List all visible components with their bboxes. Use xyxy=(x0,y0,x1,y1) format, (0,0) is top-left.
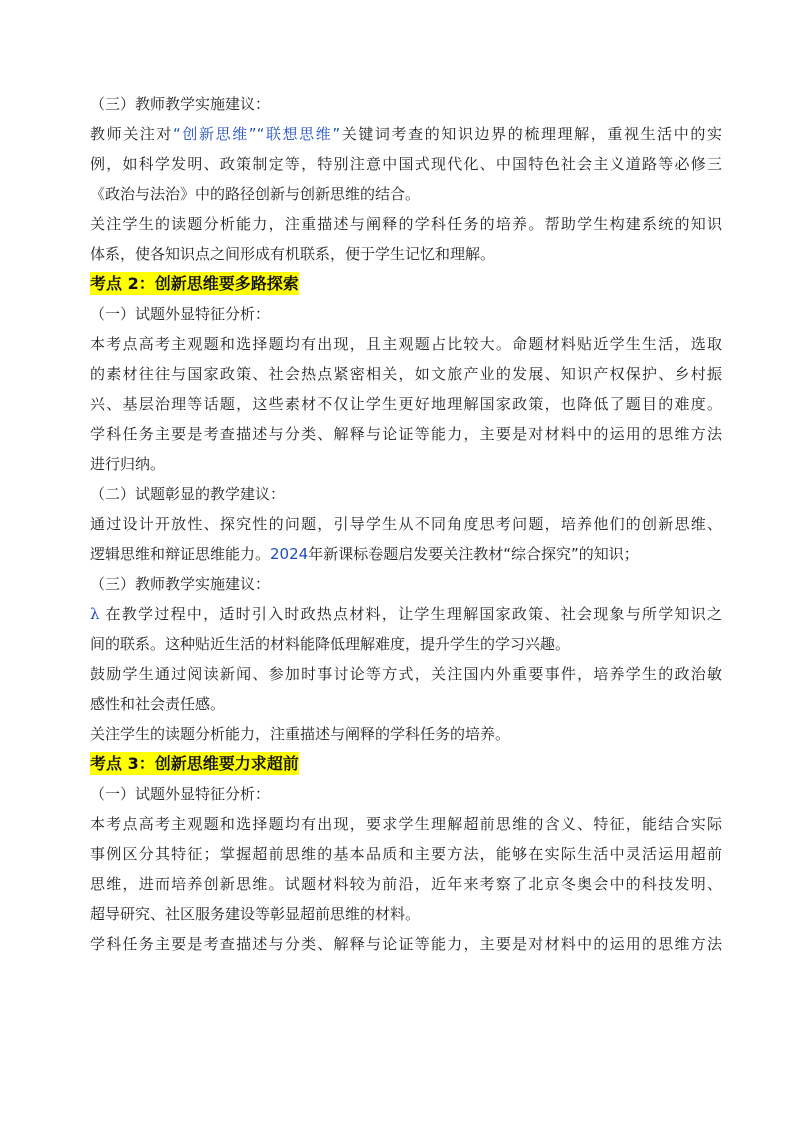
paragraph-line: 体系，使各知识点之间形成有机联系，便于学生记忆和理解。 xyxy=(90,245,496,263)
bullet-icon: λ xyxy=(90,605,100,623)
paragraph-line: 本考点高考主观题和选择题均有出现，要求学生理解超前思维的含义、特征，能结合实际 xyxy=(90,815,722,833)
paragraph-line: 的素材往往与国家政策、社会热点紧密相关，如文旅产业的发展、知识产权保护、乡村振 xyxy=(90,365,722,383)
subheading-teaching-implementation: （三）教师教学实施建议： xyxy=(90,95,271,113)
paragraph-line: 关注学生的读题分析能力，注重描述与阐释的学科任务的培养。 xyxy=(90,725,511,743)
paragraph-line: 教师关注对“创新思维”“联想思维”关键词考查的知识边界的梳理理解，重视生活中的实 xyxy=(90,125,722,143)
paragraph-line: 间的联系。这种贴近生活的材料能降低理解难度，提升学生的学习兴趣。 xyxy=(90,635,571,653)
paragraph-line: 例，如科学发明、政策制定等，特别注意中国式现代化、中国特色社会主义道路等必修三 xyxy=(90,155,722,173)
paragraph-line: 本考点高考主观题和选择题均有出现，且主观题占比较大。命题材料贴近学生生活，选取 xyxy=(90,335,722,353)
paragraph-line: λ 在教学过程中，适时引入时政热点材料，让学生理解国家政策、社会现象与所学知识之 xyxy=(90,605,722,623)
subheading-feature-analysis: （一）试题外显特征分析： xyxy=(90,305,271,323)
paragraph-line: 学科任务主要是考查描述与分类、解释与论证等能力，主要是对材料中的运用的思维方法 xyxy=(90,425,722,443)
document-page xyxy=(90,89,722,959)
year-highlight: 2024 xyxy=(270,545,309,563)
paragraph-line: 逻辑思维和辩证思维能力。2024年新课标卷题启发要关注教材“综合探究”的知识； xyxy=(90,545,639,563)
subheading-feature-analysis: （一）试题外显特征分析： xyxy=(90,785,271,803)
section-heading-3: 考点 3：创新思维要力求超前 xyxy=(90,754,299,773)
paragraph-line: 超导研究、社区服务建设等彰显超前思维的材料。 xyxy=(90,905,421,923)
paragraph-line: 进行归纳。 xyxy=(90,455,166,473)
subheading-teaching-implementation: （三）教师教学实施建议： xyxy=(90,575,271,593)
paragraph-line: 思维，进而培养创新思维。试题材料较为前沿，近年来考察了北京冬奥会中的科技发明、 xyxy=(90,875,722,893)
section-heading-2: 考点 2：创新思维要多路探索 xyxy=(90,274,299,293)
paragraph-line: 兴、基层治理等话题，这些素材不仅让学生更好地理解国家政策，也降低了题目的难度。 xyxy=(90,395,722,413)
subheading-teaching-suggestions: （二）试题彰显的教学建议： xyxy=(90,485,286,503)
paragraph-line: 鼓励学生通过阅读新闻、参加时事讨论等方式，关注国内外重要事件，培养学生的政治敏 xyxy=(90,665,722,683)
keyword-highlight: “创新思维”“联想思维” xyxy=(173,125,341,143)
paragraph-line: 通过设计开放性、探究性的问题，引导学生从不同角度思考问题，培养他们的创新思维、 xyxy=(90,515,722,533)
paragraph-line: 《政治与法治》中的路径创新与创新思维的结合。 xyxy=(90,185,421,203)
paragraph-line: 关注学生的读题分析能力，注重描述与阐释的学科任务的培养。帮助学生构建系统的知识 xyxy=(90,215,722,233)
paragraph-line: 感性和社会责任感。 xyxy=(90,695,226,713)
paragraph-line: 学科任务主要是考查描述与分类、解释与论证等能力，主要是对材料中的运用的思维方法 xyxy=(90,935,722,953)
paragraph-line: 事例区分其特征；掌握超前思维的基本品质和主要方法，能够在实际生活中灵活运用超前 xyxy=(90,845,722,863)
